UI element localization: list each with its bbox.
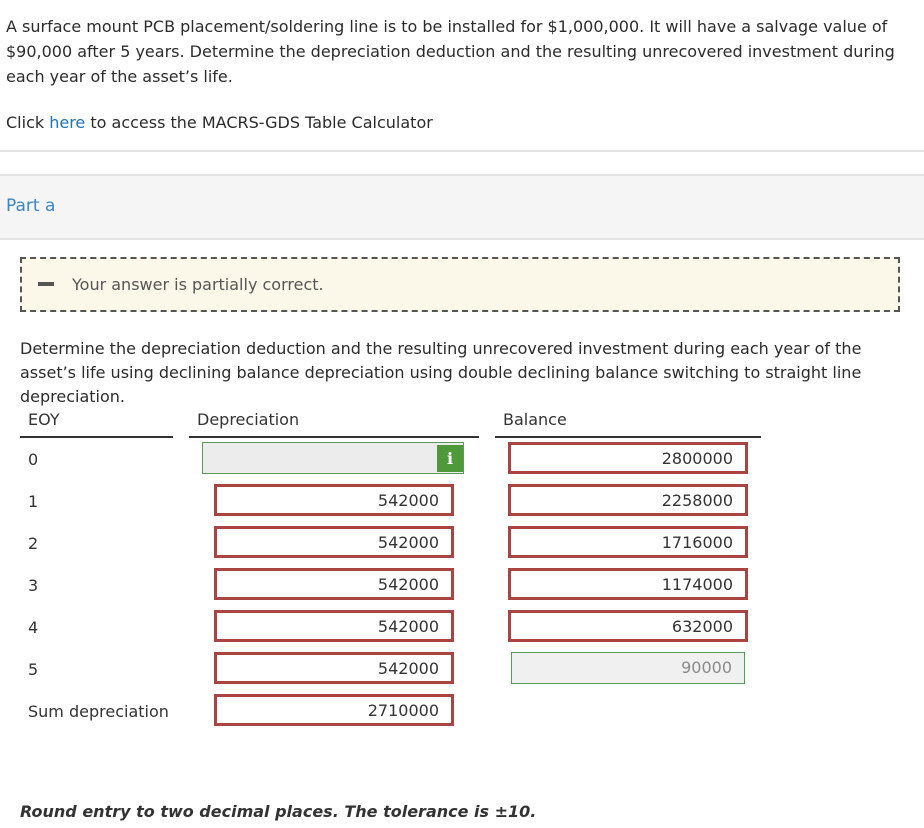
section-divider <box>0 150 924 152</box>
balance-field-year-5[interactable]: 90000 <box>511 652 745 684</box>
balance-field-year-4[interactable]: 632000 <box>508 610 748 642</box>
sum-depreciation-label: Sum depreciation <box>28 702 169 721</box>
depreciation-field-year-2[interactable]: 542000 <box>214 526 454 558</box>
balance-field-year-2[interactable]: 1716000 <box>508 526 748 558</box>
part-header[interactable] <box>0 174 924 240</box>
balance-field-year-0[interactable]: 2800000 <box>508 442 748 474</box>
partial-correct-icon <box>38 282 54 286</box>
rounding-note: Round entry to two decimal places. The tolerance is ±10. <box>20 802 537 821</box>
calculator-link[interactable]: here <box>49 113 86 132</box>
column-header-eoy-label: EOY <box>28 410 60 429</box>
eoy-label: 5 <box>28 660 39 679</box>
feedback-message: Your answer is partially correct. <box>72 275 324 294</box>
depreciation-field-year-3[interactable]: 542000 <box>214 568 454 600</box>
sum-depreciation-field[interactable]: 2710000 <box>214 694 454 726</box>
calculator-suffix: to access the MACRS-GDS Table Calculator <box>85 113 433 132</box>
question-instructions: Determine the depreciation deduction and the resulting unrecovered investment during each year of the asset’s life using declining balance depreciation using double declining balance switching to straight line depreciation. <box>20 339 862 406</box>
eoy-label: 0 <box>28 450 39 469</box>
feedback-box <box>20 257 900 312</box>
part-label[interactable]: Part a <box>6 196 56 216</box>
eoy-label: 4 <box>28 618 39 637</box>
column-header-balance-label: Balance <box>503 410 567 429</box>
depreciation-field-year-5[interactable]: 542000 <box>214 652 454 684</box>
info-icon[interactable]: i <box>437 445 463 472</box>
depreciation-field-year-0[interactable] <box>202 442 464 474</box>
calculator-prefix: Click <box>6 113 50 132</box>
column-header-depreciation-label: Depreciation <box>197 410 300 429</box>
column-header-depreciation <box>189 410 479 438</box>
eoy-label: 3 <box>28 576 39 595</box>
column-header-balance <box>495 410 761 438</box>
eoy-label: 1 <box>28 492 39 511</box>
calculator-line <box>6 110 433 135</box>
depreciation-field-year-4[interactable]: 542000 <box>214 610 454 642</box>
eoy-label: 2 <box>28 534 39 553</box>
balance-field-year-3[interactable]: 1174000 <box>508 568 748 600</box>
balance-field-year-1[interactable]: 2258000 <box>508 484 748 516</box>
depreciation-field-year-1[interactable]: 542000 <box>214 484 454 516</box>
column-header-eoy <box>20 410 173 438</box>
problem-statement: A surface mount PCB placement/soldering line is to be installed for $1,000,000. It will have a salvage value of $90,000 after 5 years. Determine the depreciation deduction and the resulting unrecovered investment during each year of the asset’s life. <box>6 17 895 86</box>
